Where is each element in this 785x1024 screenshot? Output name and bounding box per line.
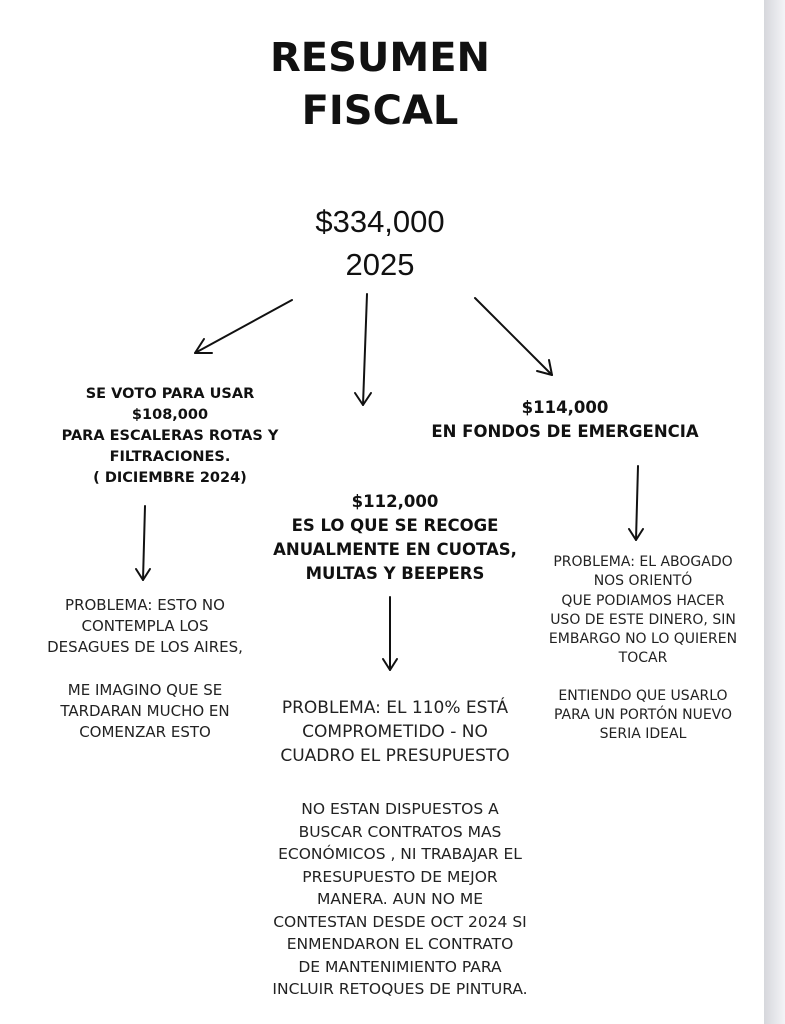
left-branch-problem [20,595,270,743]
heading-line: SE VOTO PARA USAR [85,386,255,402]
center-branch-problem [245,696,545,768]
text-line: EMBARGO NO LO QUIEREN [548,631,738,648]
text-line: BUSCAR CONTRATOS MAS [298,822,502,841]
total-amount: $334,000 [315,204,445,239]
heading-line: ANUALMENTE EN CUOTAS, [273,540,517,559]
heading-line: FILTRACIONES. [109,449,231,465]
text-line: DE MANTENIMIENTO PARA [298,957,502,976]
text-line: TOCAR [618,650,668,667]
heading-line: $112,000 [351,492,439,511]
text-line: NO ESTAN DISPUESTOS A [301,800,499,818]
heading-line: $108,000 [131,407,209,423]
text-line: ECONÓMICOS , NI TRABAJAR EL [278,845,522,863]
text-line: COMENZAR ESTO [79,723,211,741]
text-line: CUADRO EL PRESUPUESTO [280,746,510,766]
heading-line: PARA ESCALERAS ROTAS Y [61,428,279,444]
arrow-to-center-branch [355,294,371,405]
text-line: CONTEMPLA LOS [81,617,209,635]
arrow-left-to-problem [136,506,150,580]
arrow-to-left-branch [195,300,292,353]
text-line: ME IMAGINO QUE SE [67,681,223,699]
arrow-to-right-branch [475,298,552,375]
text-line: USO DE ESTE DINERO, SIN [550,611,736,628]
right-branch-heading [410,396,720,444]
title-line-2: FISCAL [301,88,459,134]
text-line: PRESUPUESTO DE MEJOR [302,867,498,886]
text-line: PROBLEMA: ESTO NO [65,596,225,614]
text-line: TARDARAN MUCHO EN [60,702,230,720]
heading-line: $114,000 [521,398,609,417]
text-line: PARA UN PORTÓN NUEVO [553,707,733,724]
arrow-right-to-problem [629,466,643,540]
left-branch-heading [20,384,320,489]
text-line: PROBLEMA: EL ABOGADO [553,554,733,570]
text-line: PROBLEMA: EL 110% ESTÁ [281,698,509,718]
text-line: CONTESTAN DESDE OCT 2024 SI [273,912,527,931]
text-line: ENTIENDO QUE USARLO [558,687,728,704]
text-line: INCLUIR RETOQUES DE PINTURA. [272,980,528,998]
title-line-1: RESUMEN [269,35,491,81]
heading-line: EN FONDOS DE EMERGENCIA [431,422,699,441]
heading-line: ( DICIEMBRE 2024) [93,470,247,486]
heading-line: MULTAS Y BEEPERS [305,564,485,583]
text-line: DESAGUES DE LOS AIRES, [47,638,243,656]
text-line: ENMENDARON EL CONTRATO [286,935,514,953]
center-branch-heading [240,490,550,586]
center-branch-note [245,798,555,1001]
arrow-center-to-problem [383,597,397,670]
text-line: MANERA. AUN NO ME [316,890,484,908]
text-line: COMPROMETIDO - NO [302,722,488,742]
heading-line: ES LO QUE SE RECOGE [291,516,499,535]
total-year: 2025 [345,247,415,282]
text-line: NOS ORIENTÓ [593,573,693,590]
page-edge-shadow [764,0,785,1024]
text-line: QUE PODIAMOS HACER [561,592,725,609]
right-branch-problem [532,553,754,745]
text-line: SERIA IDEAL [599,726,687,743]
